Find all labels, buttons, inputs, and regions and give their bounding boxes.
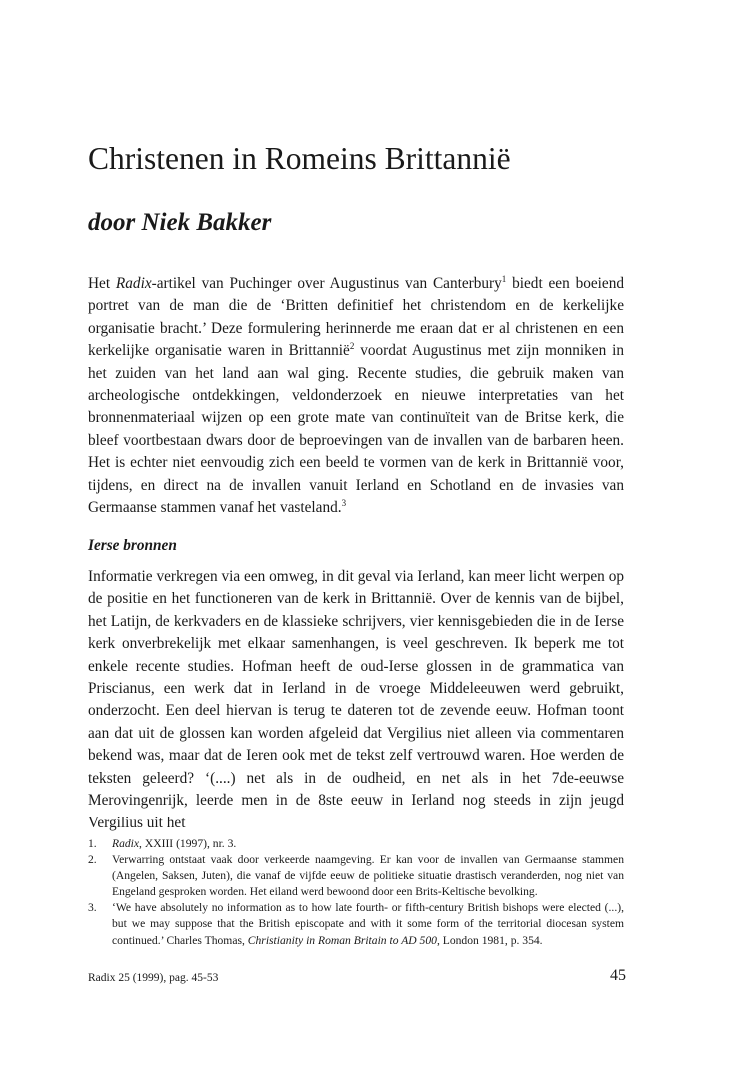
article-title: Christenen in Romeins Brittannië <box>88 141 511 176</box>
footnote-text: Verwarring ontstaat vaak door verkeerde naamgeving. Er kan voor de invallen van Germaanse stammen (Angelen, Saksen, Juten), die vanaf de vijfde eeuw de politieke situatie drastisch veranderden, nog niet van Engeland gesproken worden. Het eiland werd bewoond door een Brits-Keltische bevolking. <box>112 853 624 899</box>
footnote-number: 2. <box>88 853 97 867</box>
intro-text-1: Het <box>88 275 116 292</box>
footnote-text: , XXIII (1997), nr. 3. <box>139 837 237 850</box>
intro-text-4: voordat Augustinus met zijn monniken in het zuiden van het land aan wal ging. Recente studies, die gebruik maken van archeologische ontdekkingen, veldonderzoek en nieuwe interpretaties van het bronnenmateriaal wijzen op een grote mate van continuïteit van de Britse kerk, die bleef voortbestaan dwars door de beproevingen van de invallen van de barbaren heen. Het is echter niet eenvoudig zich een beeld te vormen van de kerk in Brittannië voor, tijdens, en direct na de invallen vanuit Ierland en Schotland en de invasies van Germaanse stammen vanaf het vasteland. <box>88 342 624 517</box>
footnote-number: 3. <box>88 901 97 915</box>
footnote-italic: Radix <box>112 837 140 850</box>
footnote-ref-3: 3 <box>341 498 347 509</box>
footnote-1 <box>88 836 624 852</box>
footnotes <box>88 836 624 949</box>
footnote-italic: Christianity in Roman Britain to AD 500 <box>247 933 437 947</box>
footnote-ref-1: 1 <box>501 274 507 284</box>
page-number: 45 <box>610 967 626 984</box>
footnote-text: ‘We have absolutely no information as to how late fourth- or fifth-century British bishops were elected (...), but we may suppose that the British episcopate and with it some form of the territorial diocesan system continued.’ Charles Thomas, <box>112 901 624 947</box>
footnote-divider <box>88 816 624 817</box>
intro-text-2: -artikel van Puchinger over Augustinus van Canterbury <box>151 275 502 292</box>
section-paragraph: Informatie verkregen via een omweg, in dit geval via Ierland, kan meer licht werpen op de positie en het functioneren van de kerk in Brittannië. Over de kennis van de bijbel, het Latijn, de kerkvaders en de klassieke schrijvers, vier kennisgebieden die in de Ierse kerk onverbrekelijk met elkaar samenhangen, is veel geschreven. Ik beperk me tot enkele recente studies. Hofman heeft de oud-Ierse glossen in de grammatica van Priscianus, een werk dat in Ierland in de vroege Middeleeuwen werd gebruikt, onderzocht. Een deel hiervan is terug te dateren tot de zevende eeuw. Hofman toont aan dat uit de glossen kan worden afgeleid dat Vergilius niet alleen via commentaren bekend was, maar dat de Ieren ook met de tekst zelf vertrouwd waren. Hoe werden de teksten geleerd? ‘(....) net als in de oudheid, en net als in het 7de-eeuwse Merovingenrijk, leerde men in de 8ste eeuw in Ierland nog steeds in zijn jeugd Vergilius uit het <box>88 568 624 832</box>
article-author: door Niek Bakker <box>88 209 272 236</box>
intro-text-3: biedt een boeiend portret van de man die de ‘Britten definitief het christendom en de kerkelijke organisatie bracht.’ Deze formulering herinnerde me eraan dat er al christenen en een kerkelijke organisatie waren in Brittannië <box>88 275 624 360</box>
radix-italic: Radix <box>115 275 152 292</box>
section-heading: Ierse bronnen <box>88 537 177 554</box>
footnote-ref-2: 2 <box>349 341 355 352</box>
journal-citation: Radix 25 (1999), pag. 45-53 <box>88 972 219 984</box>
footnote-number: 1. <box>88 837 97 850</box>
footnote-text-end: , London 1981, p. 354. <box>436 933 543 947</box>
intro-paragraph <box>88 273 624 519</box>
footnote-2 <box>88 852 624 900</box>
footnote-3 <box>88 900 624 948</box>
